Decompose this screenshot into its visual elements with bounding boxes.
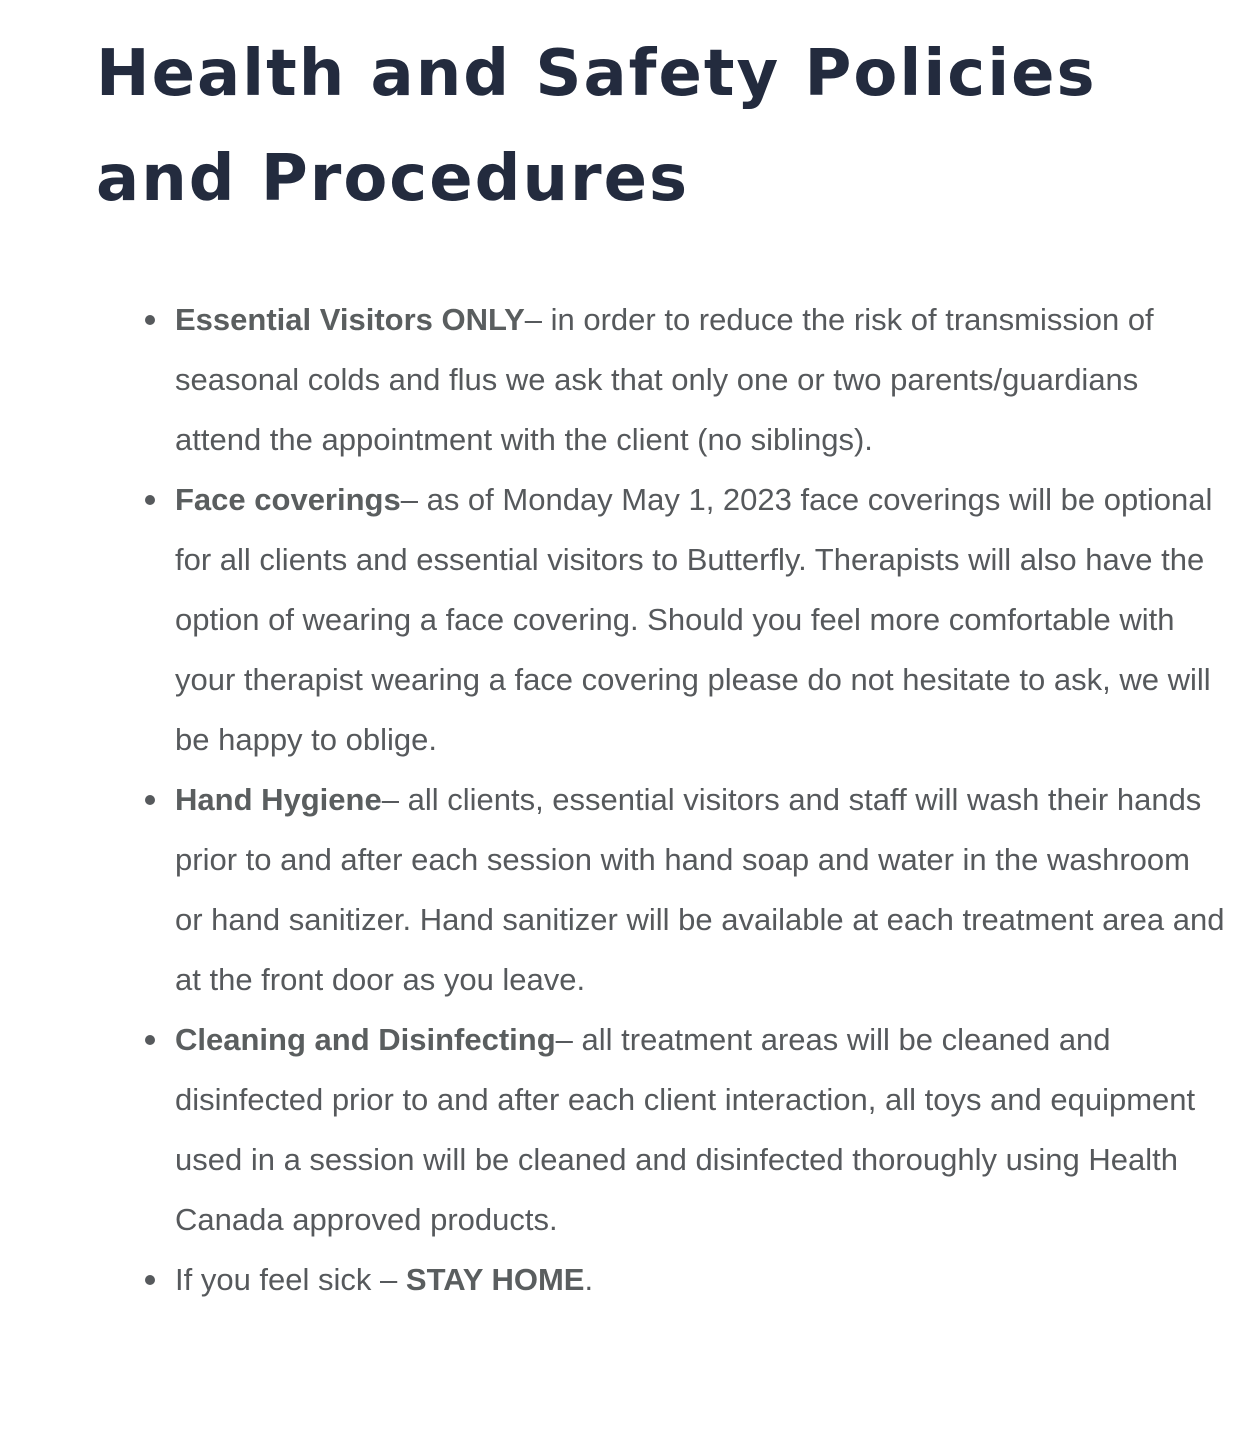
policy-text: – in order to reduce the risk of transmission of seasonal colds and flus we ask that only one or two parents/guardians attend the appointment with the client (no siblings). <box>175 302 1154 457</box>
policy-term: Face coverings <box>175 482 401 517</box>
bullet-icon <box>145 315 155 325</box>
page-title: Health and Safety Policies and Procedures <box>96 37 1097 216</box>
policy-list <box>175 290 1225 1310</box>
bullet-icon <box>145 1035 155 1045</box>
policy-text: – all treatment areas will be cleaned and disinfected prior to and after each client interaction, all toys and equipment used in a session will be cleaned and disinfected thoroughly using Health Canada approved products. <box>175 1022 1196 1237</box>
policy-term: Hand Hygiene <box>175 782 382 817</box>
policy-term: Essential Visitors ONLY <box>175 302 525 337</box>
sick-notice-prefix: If you feel sick – <box>175 1262 406 1297</box>
policy-cleaning-disinfecting <box>175 1010 1225 1250</box>
policy-hand-hygiene <box>175 770 1225 1010</box>
sick-notice-suffix: . <box>584 1262 594 1297</box>
bullet-icon <box>145 495 155 505</box>
bullet-icon <box>145 1275 155 1285</box>
policy-text: – as of Monday May 1, 2023 face coverings will be optional for all clients and essential visitors to Butterfly. Therapists will also have the option of wearing a face covering. Should you feel more comfortable with your therapist wearing a face covering please do not hesitate to ask, we will be happy to oblige. <box>175 482 1213 757</box>
bullet-icon <box>145 795 155 805</box>
policy-stay-home <box>175 1250 1225 1310</box>
policy-term: Cleaning and Disinfecting <box>175 1022 556 1057</box>
policy-text: – all clients, essential visitors and staff will wash their hands prior to and after each session with hand soap and water in the washroom or hand sanitizer. Hand sanitizer will be available at each treatment area and at the front door as you leave. <box>175 782 1225 997</box>
sick-notice-emphasis: STAY HOME <box>405 1262 585 1297</box>
policy-face-coverings <box>175 470 1225 770</box>
policy-essential-visitors <box>175 290 1225 470</box>
